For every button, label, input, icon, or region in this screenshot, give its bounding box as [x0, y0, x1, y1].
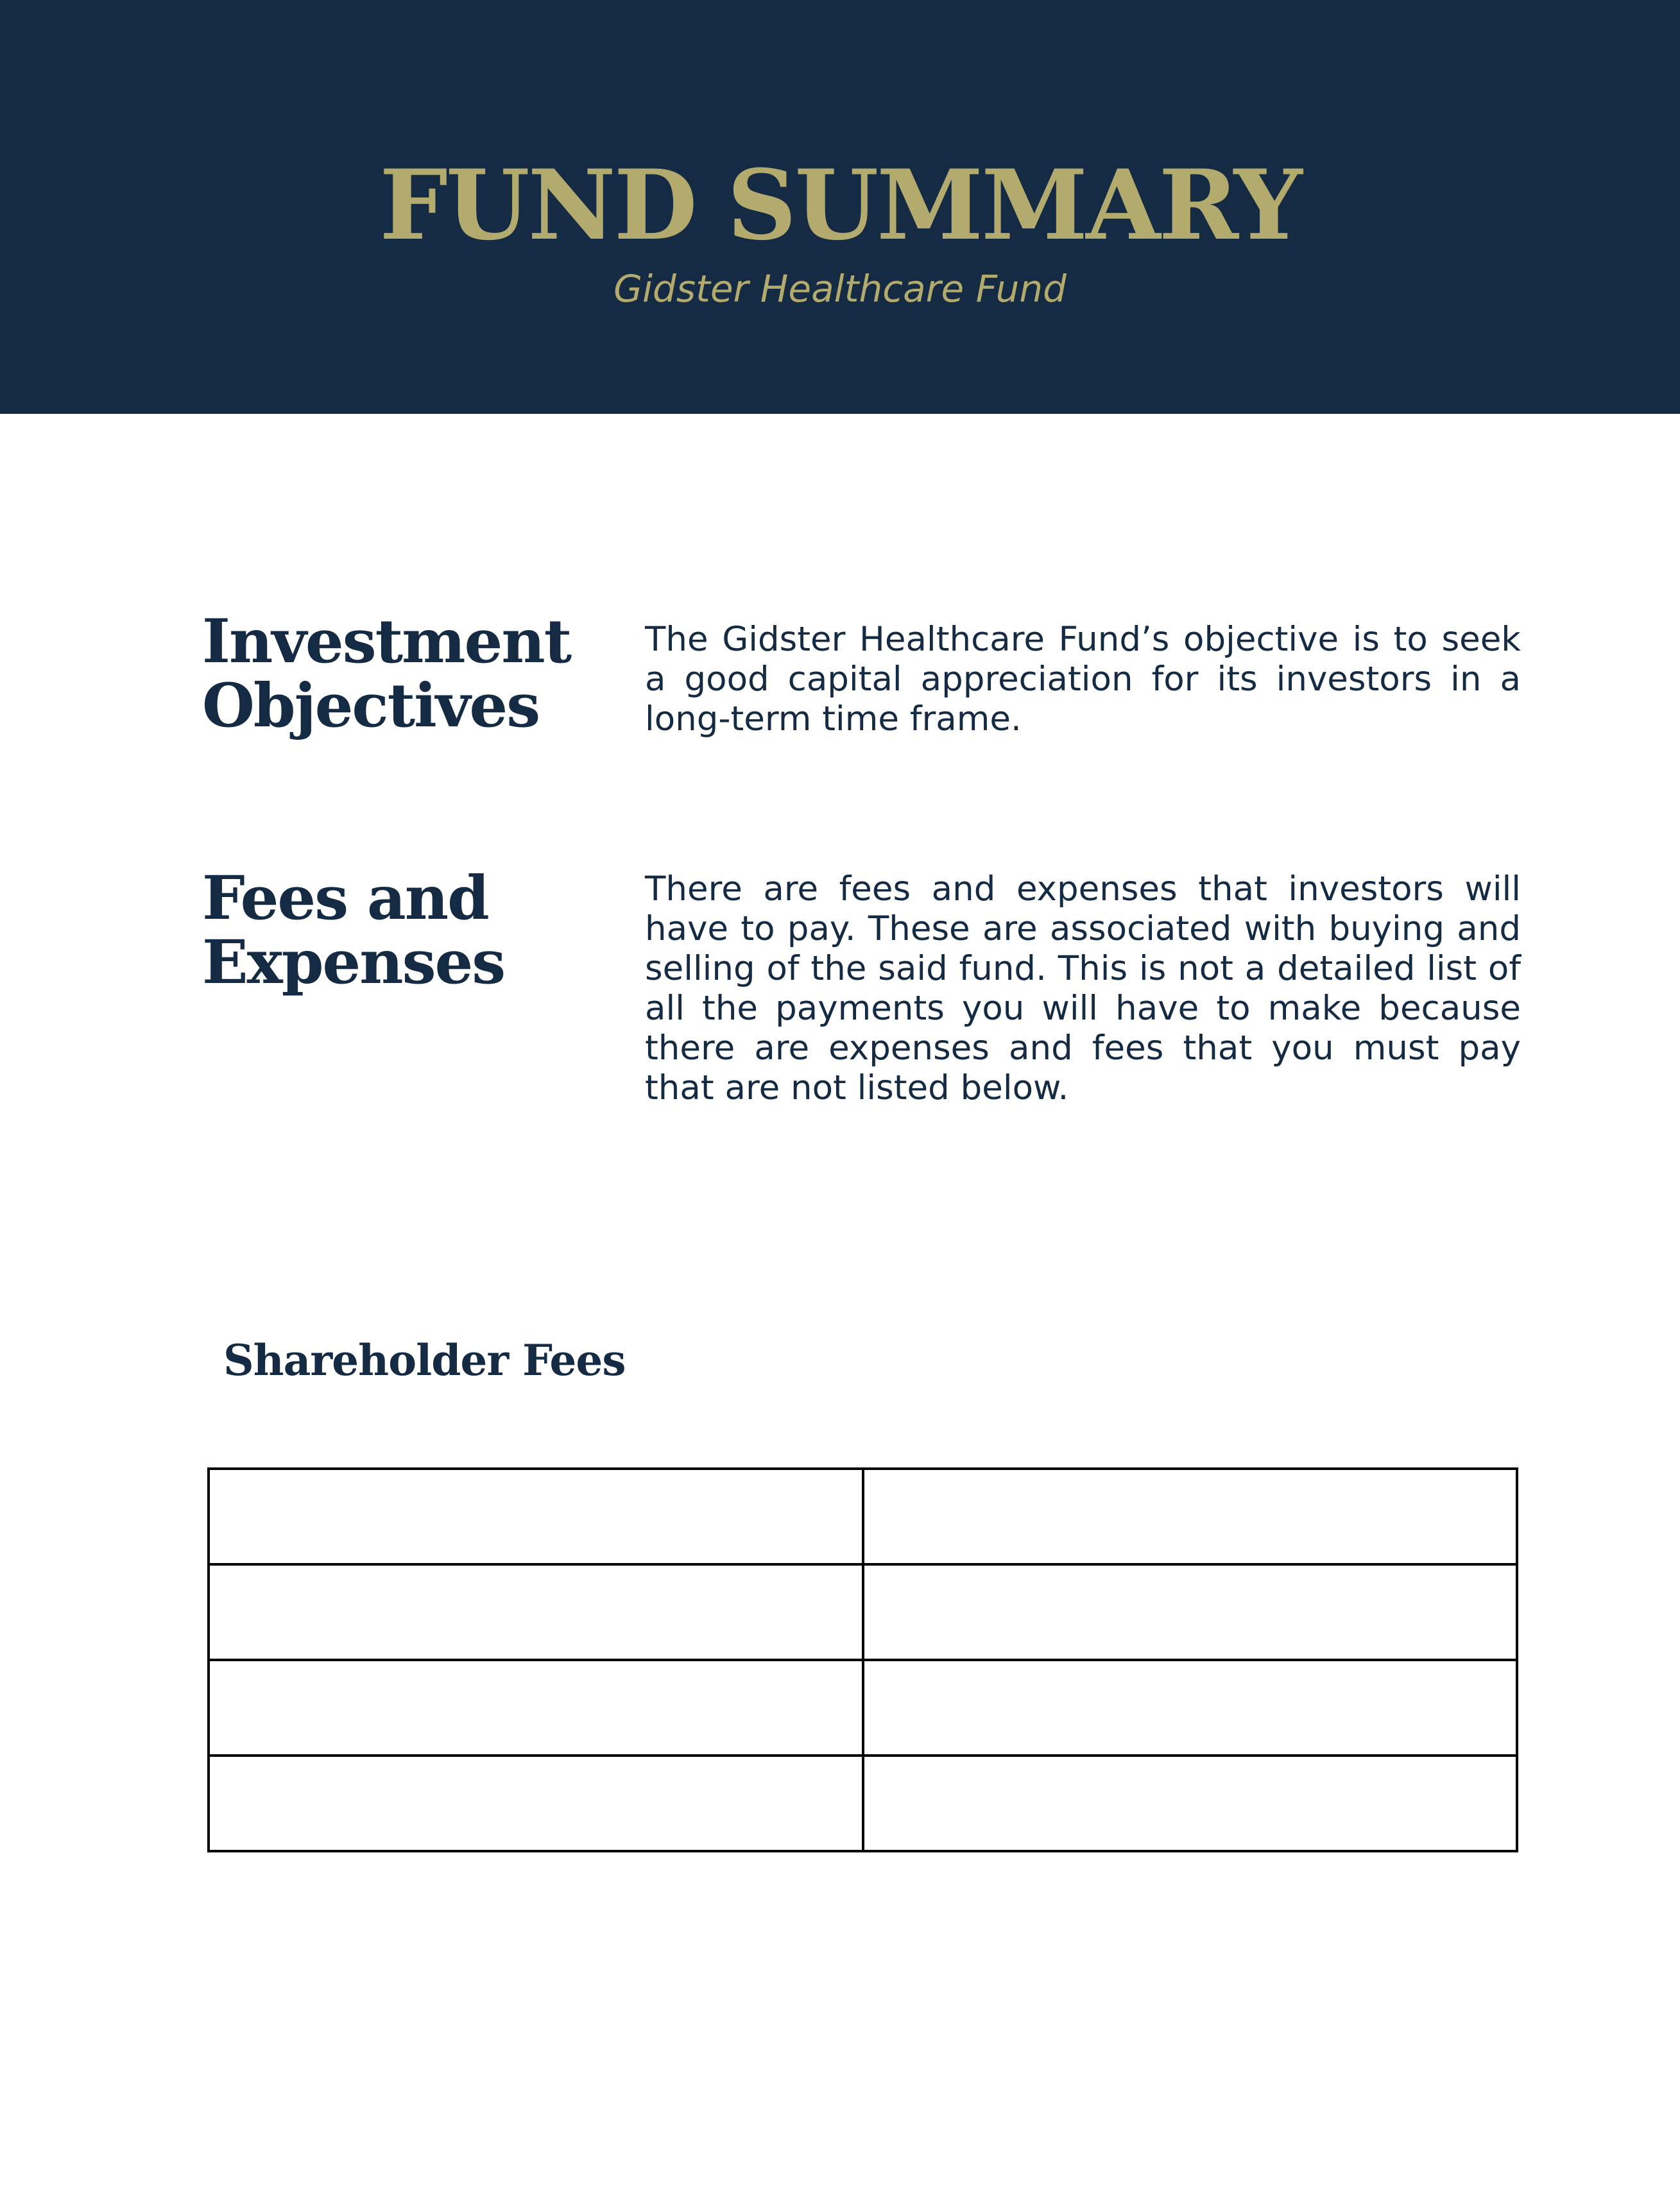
section-heading-investment-objectives — [202, 606, 613, 741]
table-row — [209, 1660, 1517, 1756]
table-cell — [863, 1756, 1518, 1851]
document-subtitle: Gidster Healthcare Fund — [613, 267, 1067, 311]
table-cell — [209, 1469, 863, 1564]
table-cell — [209, 1660, 863, 1756]
section-heading-line: Objectives — [202, 671, 540, 741]
document-title: FUND SUMMARY — [379, 149, 1301, 262]
table-row — [209, 1469, 1517, 1564]
section-body-fees-and-expenses: There are fees and expenses that investors will have to pay. These are associated with buying and selling of the said fund. This is not a detailed list of all the payments you will have to make because there are expenses and fees that you must pay that are not listed below. — [645, 869, 1521, 1107]
section-body-investment-objectives: The Gidster Healthcare Fund’s objective is to seek a good capital appreciation for its investors in a long-term time frame. — [645, 620, 1521, 739]
section-heading-fees-and-expenses — [202, 863, 613, 998]
shareholder-fees-table — [207, 1467, 1518, 1852]
header-band — [0, 0, 1680, 414]
section-heading-line: Investment — [202, 606, 571, 677]
shareholder-fees-title: Shareholder Fees — [223, 1335, 626, 1385]
table-cell — [863, 1660, 1518, 1756]
table-cell — [209, 1756, 863, 1851]
table-cell — [863, 1469, 1518, 1564]
table-cell — [863, 1564, 1518, 1660]
table-row — [209, 1756, 1517, 1851]
table-row — [209, 1564, 1517, 1660]
table-cell — [209, 1564, 863, 1660]
section-heading-line: Fees and — [202, 863, 488, 934]
section-heading-line: Expenses — [202, 927, 505, 998]
